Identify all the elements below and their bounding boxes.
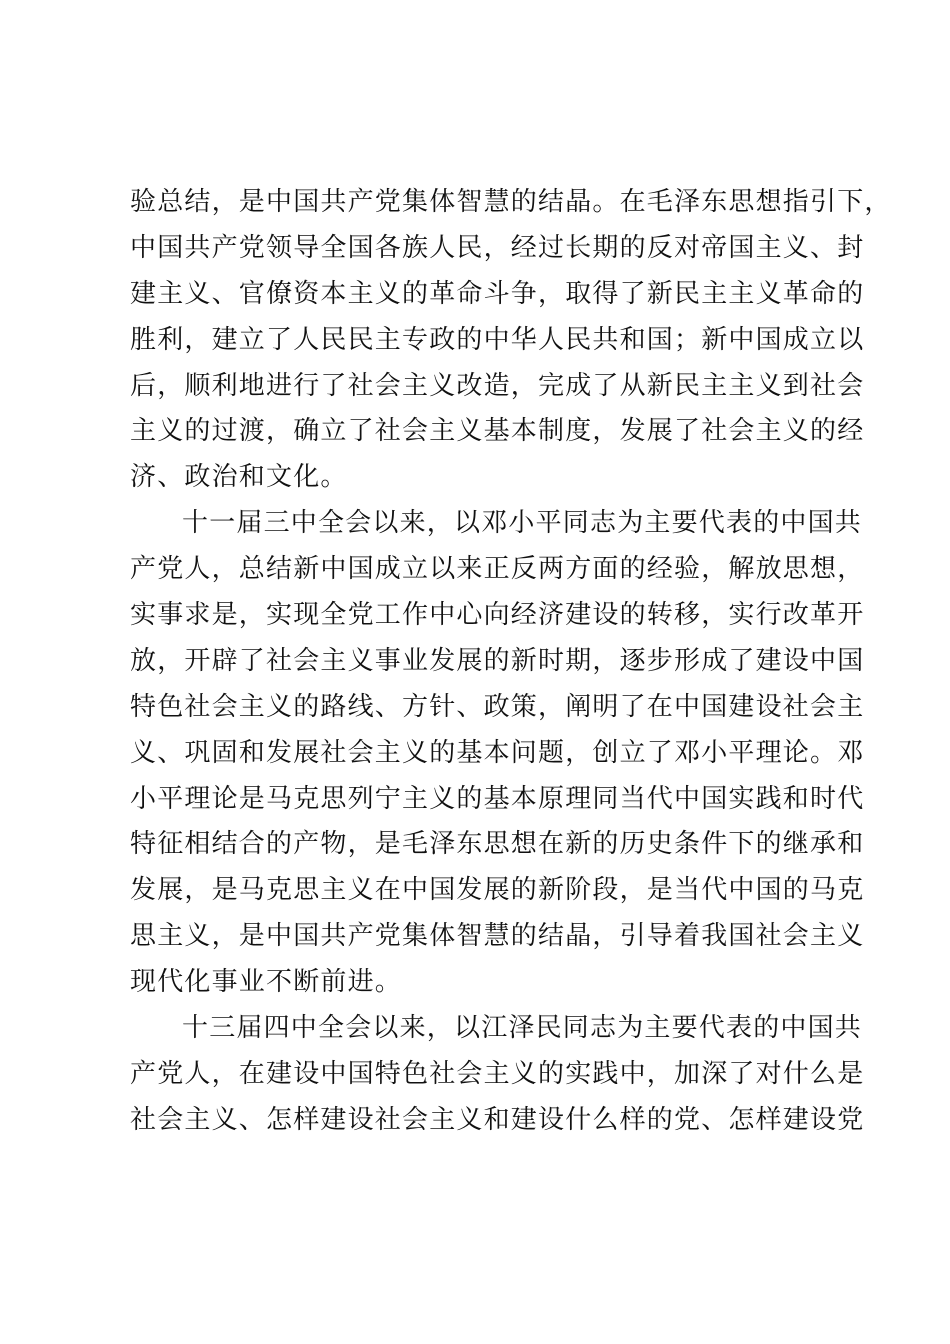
text-line: 社会主义、怎样建设社会主义和建设什么样的党、怎样建设党 [130, 1104, 865, 1135]
text-line: 后，顺利地进行了社会主义改造，完成了从新民主主义到社会 [130, 370, 865, 401]
paragraph-deng-xiaoping-theory [130, 501, 865, 1006]
text-line: 验总结，是中国共产党集体智慧的结晶。在毛泽东思想指引下， [130, 187, 892, 217]
text-line: 胜利，建立了人民民主专政的中华人民共和国；新中国成立以 [130, 324, 865, 355]
text-line: 特色社会主义的路线、方针、政策，阐明了在中国建设社会主 [130, 691, 865, 722]
text-line: 小平理论是马克思列宁主义的基本原理同当代中国实践和时代 [130, 783, 865, 814]
text-line: 特征相结合的产物，是毛泽东思想在新的历史条件下的继承和 [130, 829, 865, 860]
text-line: 产党人，总结新中国成立以来正反两方面的经验，解放思想， [130, 554, 865, 585]
paragraph-mao-zedong-thought [130, 180, 892, 501]
paragraph-jiang-zemin [130, 1006, 865, 1144]
text-line: 放，开辟了社会主义事业发展的新时期，逐步形成了建设中国 [130, 645, 865, 676]
text-line: 济、政治和文化。 [130, 462, 348, 493]
text-line: 十三届四中全会以来，以江泽民同志为主要代表的中国共 [182, 1013, 863, 1044]
text-line: 思主义，是中国共产党集体智慧的结晶，引导着我国社会主义 [130, 921, 865, 952]
text-line: 实事求是，实现全党工作中心向经济建设的转移，实行改革开 [130, 600, 865, 631]
body-text [130, 180, 892, 1144]
text-line: 中国共产党领导全国各族人民，经过长期的反对帝国主义、封 [130, 232, 865, 263]
text-line: 主义的过渡，确立了社会主义基本制度，发展了社会主义的经 [130, 416, 865, 447]
text-line: 义、巩固和发展社会主义的基本问题，创立了邓小平理论。邓 [130, 737, 865, 768]
text-line: 产党人，在建设中国特色社会主义的实践中，加深了对什么是 [130, 1058, 865, 1089]
text-line: 发展，是马克思主义在中国发展的新阶段，是当代中国的马克 [130, 875, 865, 906]
text-line: 现代化事业不断前进。 [130, 967, 403, 998]
text-line: 建主义、官僚资本主义的革命斗争，取得了新民主主义革命的 [130, 278, 865, 309]
text-line: 十一届三中全会以来，以邓小平同志为主要代表的中国共 [182, 508, 863, 539]
